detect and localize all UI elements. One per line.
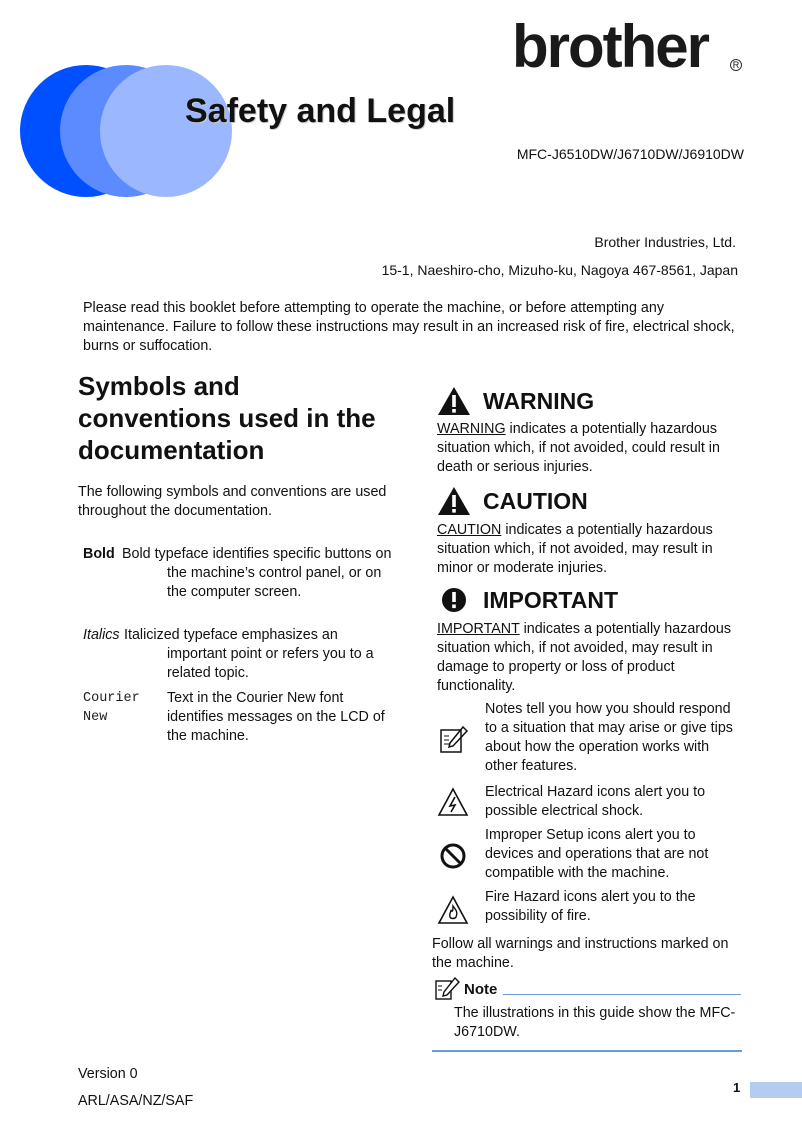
warning-title: WARNING bbox=[483, 387, 595, 414]
improper-setup-icon bbox=[437, 840, 469, 872]
convention-desc-text: Bold typeface identifies specific buttons on the machine’s control panel, or on the computer screen. bbox=[122, 546, 392, 600]
convention-desc-text: Italicized typeface emphasizes an important point or refers you to a related topic. bbox=[124, 627, 374, 681]
brand-logo: brother bbox=[512, 13, 708, 80]
convention-italics bbox=[83, 626, 393, 683]
important-exclamation-icon bbox=[437, 586, 471, 614]
convention-courier bbox=[83, 689, 393, 746]
note-top-rule bbox=[503, 994, 741, 995]
caution-text bbox=[437, 521, 742, 578]
convention-description bbox=[83, 545, 393, 602]
legend-fire-text: Fire Hazard icons alert you to the possibility of fire. bbox=[485, 889, 696, 924]
note-text: The illustrations in this guide show the MFC-J6710DW. bbox=[454, 1005, 736, 1040]
fire-hazard-icon bbox=[437, 894, 469, 926]
important-keyword: IMPORTANT bbox=[437, 621, 520, 637]
convention-term: Courier New bbox=[83, 691, 140, 725]
convention-description: Text in the Courier New font identifies messages on the LCD of the machine. bbox=[167, 690, 385, 744]
symbols-heading: Symbols and conventions used in the documentation bbox=[78, 371, 376, 465]
symbols-lead: The following symbols and conventions are used throughout the documentation. bbox=[78, 484, 387, 519]
warning-keyword: WARNING bbox=[437, 421, 506, 437]
company-address: 15-1, Naeshiro-cho, Mizuho-ku, Nagoya 467-8561, Japan bbox=[381, 262, 738, 278]
follow-instructions: Follow all warnings and instructions marked on the machine. bbox=[432, 936, 729, 971]
convention-term: Italics bbox=[83, 627, 120, 643]
note-bottom-rule bbox=[432, 1050, 742, 1052]
important-title: IMPORTANT bbox=[483, 586, 619, 613]
company-name: Brother Industries, Ltd. bbox=[594, 234, 736, 250]
convention-bold bbox=[83, 545, 393, 602]
page-tab-bar bbox=[750, 1082, 802, 1098]
important-header bbox=[437, 586, 618, 614]
model-numbers: MFC-J6510DW/J6710DW/J6910DW bbox=[516, 146, 744, 162]
legend-note-text: Notes tell you how you should respond to a situation that may arise or give tips about how the operation works with other features. bbox=[485, 701, 733, 774]
legend-electrical-text: Electrical Hazard icons alert you to possible electrical shock. bbox=[485, 784, 706, 819]
important-description: indicates a potentially hazardous situation which, if not avoided, may result in damage to property or loss of product functionality. bbox=[437, 621, 732, 694]
intro-paragraph: Please read this booklet before attempting to operate the machine, or before attempting any maintenance. Failure to follow these instructions may result in an increased risk of fire, electrical shock, burns or suffocation. bbox=[83, 300, 735, 354]
note-label: Note bbox=[464, 980, 498, 998]
electrical-hazard-icon bbox=[437, 786, 469, 818]
caution-triangle-icon bbox=[437, 486, 471, 516]
page-number: 1 bbox=[733, 1080, 741, 1095]
note-icon bbox=[437, 724, 469, 756]
convention-term: Bold bbox=[83, 546, 115, 562]
version-label: Version 0 bbox=[78, 1066, 138, 1082]
page-title: Safety and Legal bbox=[185, 92, 456, 130]
decor-circle-light bbox=[100, 65, 232, 197]
registered-mark: R bbox=[730, 59, 742, 71]
warning-header bbox=[437, 386, 594, 416]
important-text bbox=[437, 620, 742, 696]
warning-description: indicates a potentially hazardous situation which, if not avoided, could result in death or serious injuries. bbox=[437, 421, 720, 475]
warning-text bbox=[437, 420, 742, 477]
caution-title: CAUTION bbox=[483, 487, 588, 514]
caution-keyword: CAUTION bbox=[437, 522, 502, 538]
caution-description: indicates a potentially hazardous situation which, if not avoided, may result in minor or moderate injuries. bbox=[437, 522, 713, 576]
convention-description bbox=[83, 626, 393, 683]
region-code: ARL/ASA/NZ/SAF bbox=[78, 1093, 194, 1109]
caution-header bbox=[437, 486, 588, 516]
legend-improper-setup-text: Improper Setup icons alert you to devices and operations that are not compatible with the machine. bbox=[485, 827, 709, 881]
note-header bbox=[434, 977, 497, 1001]
note-pencil-icon bbox=[434, 977, 460, 1001]
warning-triangle-icon bbox=[437, 386, 471, 416]
